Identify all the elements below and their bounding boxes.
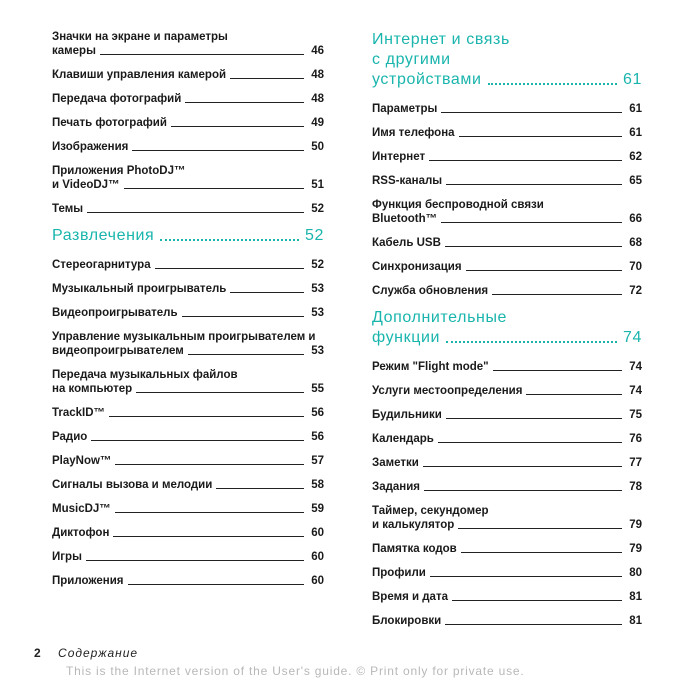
leader-line bbox=[492, 294, 622, 295]
toc-entry[interactable] bbox=[52, 478, 324, 492]
toc-entry[interactable] bbox=[372, 126, 642, 140]
toc-entry[interactable] bbox=[372, 284, 642, 298]
entry-page: 53 bbox=[311, 307, 324, 319]
entry-page: 60 bbox=[311, 575, 324, 587]
entry-title: Видеопроигрыватель bbox=[52, 307, 178, 319]
entry-title: Интернет bbox=[372, 151, 426, 163]
section-title-line: Дополнительные bbox=[372, 309, 508, 326]
entry-title: Печать фотографий bbox=[52, 117, 167, 129]
toc-entry[interactable] bbox=[372, 102, 642, 116]
leader-line bbox=[430, 576, 622, 577]
toc-entry[interactable] bbox=[52, 68, 324, 82]
leader-line bbox=[113, 536, 304, 537]
leader-line bbox=[230, 78, 304, 79]
section-heading-entertainment[interactable] bbox=[52, 226, 324, 246]
footer-label: Содержание bbox=[58, 646, 139, 660]
entry-title: Календарь bbox=[372, 433, 434, 445]
leader-line bbox=[86, 560, 304, 561]
leader-line bbox=[188, 354, 304, 355]
entry-title: Памятка кодов bbox=[372, 543, 457, 555]
entry-page: 74 bbox=[629, 385, 642, 397]
entry-title: Профили bbox=[372, 567, 426, 579]
entry-page: 58 bbox=[311, 479, 324, 491]
entry-title: TrackID™ bbox=[52, 407, 106, 419]
toc-entry[interactable] bbox=[372, 566, 642, 580]
entry-title: Передача фотографий bbox=[52, 93, 182, 105]
toc-group-camera bbox=[52, 30, 324, 216]
entry-page: 61 bbox=[629, 103, 642, 115]
toc-entry[interactable] bbox=[52, 368, 324, 396]
entry-page: 49 bbox=[311, 117, 324, 129]
entry-page: 60 bbox=[311, 551, 324, 563]
toc-group-entertainment bbox=[52, 258, 324, 588]
leader-line bbox=[446, 418, 622, 419]
dotted-leader bbox=[160, 239, 299, 241]
leader-line bbox=[185, 102, 304, 103]
section-page: 52 bbox=[305, 227, 324, 244]
entry-page: 53 bbox=[311, 283, 324, 295]
entry-title: Служба обновления bbox=[372, 285, 489, 297]
toc-entry[interactable] bbox=[52, 430, 324, 444]
internet-version-notice: This is the Internet version of the User's guide. © Print only for private use. bbox=[66, 664, 525, 678]
toc-entry[interactable] bbox=[52, 30, 324, 58]
entry-title: MusicDJ™ bbox=[52, 503, 111, 515]
toc-entry[interactable] bbox=[372, 480, 642, 494]
entry-title: Клавиши управления камерой bbox=[52, 69, 227, 81]
entry-title: Стереогарнитура bbox=[52, 259, 151, 271]
leader-line bbox=[458, 528, 622, 529]
leader-line bbox=[441, 112, 622, 113]
entry-page: 76 bbox=[629, 433, 642, 445]
section-page: 61 bbox=[623, 71, 642, 88]
toc-entry[interactable] bbox=[52, 282, 324, 296]
entry-title: Сигналы вызова и мелодии bbox=[52, 479, 213, 491]
leader-line bbox=[424, 490, 622, 491]
entry-title: Темы bbox=[52, 203, 84, 215]
entry-page: 80 bbox=[629, 567, 642, 579]
entry-title: Услуги местоопределения bbox=[372, 385, 523, 397]
entry-title: Изображения bbox=[52, 141, 129, 153]
toc-entry[interactable] bbox=[372, 432, 642, 446]
toc-entry[interactable] bbox=[372, 150, 642, 164]
leader-line bbox=[124, 188, 304, 189]
toc-entry[interactable] bbox=[52, 140, 324, 154]
toc-entry[interactable] bbox=[372, 174, 642, 188]
entry-title: PlayNow™ bbox=[52, 455, 112, 467]
toc-entry[interactable] bbox=[52, 330, 324, 358]
entry-title: Задания bbox=[372, 481, 421, 493]
section-heading-internet[interactable] bbox=[372, 30, 642, 90]
leader-line bbox=[230, 292, 304, 293]
entry-title: на компьютер bbox=[52, 383, 133, 395]
entry-page: 62 bbox=[629, 151, 642, 163]
leader-line bbox=[155, 268, 304, 269]
leader-line bbox=[429, 160, 622, 161]
toc-entry[interactable] bbox=[52, 202, 324, 216]
toc-entry[interactable] bbox=[52, 526, 324, 540]
leader-line bbox=[466, 270, 622, 271]
entry-title-line: Управление музыкальным проигрывателем и bbox=[52, 331, 316, 343]
leader-line bbox=[87, 212, 304, 213]
entry-page: 79 bbox=[629, 543, 642, 555]
toc-entry[interactable] bbox=[52, 164, 324, 192]
entry-page: 65 bbox=[629, 175, 642, 187]
entry-page: 68 bbox=[629, 237, 642, 249]
entry-title: Bluetooth™ bbox=[372, 213, 438, 225]
entry-title: Имя телефона bbox=[372, 127, 455, 139]
toc-entry[interactable] bbox=[372, 384, 642, 398]
toc-entry[interactable] bbox=[372, 542, 642, 556]
entry-page: 57 bbox=[311, 455, 324, 467]
entry-title: Синхронизация bbox=[372, 261, 462, 273]
entry-title: и калькулятор bbox=[372, 519, 455, 531]
entry-title: Кабель USB bbox=[372, 237, 441, 249]
entry-title: Параметры bbox=[372, 103, 438, 115]
toc-entry[interactable] bbox=[52, 550, 324, 564]
entry-title: Диктофон bbox=[52, 527, 110, 539]
toc-group-internet bbox=[372, 102, 642, 298]
entry-title: Время и дата bbox=[372, 591, 448, 603]
leader-line bbox=[109, 416, 304, 417]
section-title: Развлечения bbox=[52, 227, 155, 244]
entry-page: 50 bbox=[311, 141, 324, 153]
toc-right-column bbox=[372, 30, 642, 638]
entry-title-line: Значки на экране и параметры bbox=[52, 31, 228, 43]
toc-entry[interactable] bbox=[52, 406, 324, 420]
entry-page: 81 bbox=[629, 591, 642, 603]
leader-line bbox=[438, 442, 622, 443]
entry-page: 70 bbox=[629, 261, 642, 273]
entry-title: Блокировки bbox=[372, 615, 442, 627]
leader-line bbox=[423, 466, 622, 467]
entry-page: 72 bbox=[629, 285, 642, 297]
entry-page: 55 bbox=[311, 383, 324, 395]
section-title: функции bbox=[372, 329, 441, 346]
section-title: устройствами bbox=[372, 71, 482, 88]
entry-title: Радио bbox=[52, 431, 88, 443]
footer-page-number: 2 bbox=[34, 646, 41, 660]
entry-title-line: Передача музыкальных файлов bbox=[52, 369, 238, 381]
leader-line bbox=[100, 54, 304, 55]
entry-page: 75 bbox=[629, 409, 642, 421]
toc-entry[interactable] bbox=[52, 116, 324, 130]
toc-entry[interactable] bbox=[52, 92, 324, 106]
toc-entry[interactable] bbox=[52, 306, 324, 320]
toc-entry[interactable] bbox=[372, 360, 642, 374]
leader-line bbox=[526, 394, 622, 395]
leader-line bbox=[441, 222, 622, 223]
entry-title: RSS-каналы bbox=[372, 175, 443, 187]
leader-line bbox=[115, 464, 304, 465]
entry-title-line: Таймер, секундомер bbox=[372, 505, 489, 517]
entry-page: 78 bbox=[629, 481, 642, 493]
entry-page: 81 bbox=[629, 615, 642, 627]
entry-title: Заметки bbox=[372, 457, 419, 469]
toc-entry[interactable] bbox=[52, 502, 324, 516]
entry-title: камеры bbox=[52, 45, 96, 57]
toc-entry[interactable] bbox=[372, 504, 642, 532]
entry-page: 51 bbox=[311, 179, 324, 191]
entry-page: 53 bbox=[311, 345, 324, 357]
toc-entry[interactable] bbox=[372, 260, 642, 274]
entry-page: 77 bbox=[629, 457, 642, 469]
leader-line bbox=[115, 512, 304, 513]
section-title-line: с другими bbox=[372, 51, 451, 68]
page-footer bbox=[34, 646, 138, 660]
entry-title: и VideoDJ™ bbox=[52, 179, 120, 191]
leader-line bbox=[91, 440, 304, 441]
entry-title: Игры bbox=[52, 551, 82, 563]
toc-group-extra-functions bbox=[372, 360, 642, 628]
leader-line bbox=[461, 552, 622, 553]
toc-entry[interactable] bbox=[52, 258, 324, 272]
entry-page: 52 bbox=[311, 203, 324, 215]
leader-line bbox=[182, 316, 304, 317]
leader-line bbox=[452, 600, 622, 601]
entry-title: видеопроигрывателем bbox=[52, 345, 184, 357]
leader-line bbox=[136, 392, 304, 393]
leader-line bbox=[459, 136, 622, 137]
entry-title-line: Приложения PhotoDJ™ bbox=[52, 165, 186, 177]
toc-entry[interactable] bbox=[372, 236, 642, 250]
section-heading-extra-functions[interactable] bbox=[372, 308, 642, 348]
entry-page: 60 bbox=[311, 527, 324, 539]
entry-page: 48 bbox=[311, 93, 324, 105]
entry-page: 66 bbox=[629, 213, 642, 225]
leader-line bbox=[132, 150, 304, 151]
dotted-leader bbox=[488, 83, 617, 85]
entry-page: 61 bbox=[629, 127, 642, 139]
entry-page: 74 bbox=[629, 361, 642, 373]
leader-line bbox=[493, 370, 622, 371]
leader-line bbox=[446, 184, 622, 185]
leader-line bbox=[445, 246, 622, 247]
entry-page: 48 bbox=[311, 69, 324, 81]
entry-title: Приложения bbox=[52, 575, 124, 587]
leader-line bbox=[171, 126, 304, 127]
entry-page: 56 bbox=[311, 431, 324, 443]
leader-line bbox=[128, 584, 304, 585]
section-title-line: Интернет и связь bbox=[372, 31, 510, 48]
entry-page: 52 bbox=[311, 259, 324, 271]
toc-entry[interactable] bbox=[372, 456, 642, 470]
leader-line bbox=[216, 488, 304, 489]
entry-page: 79 bbox=[629, 519, 642, 531]
entry-title-line: Функция беспроводной связи bbox=[372, 199, 544, 211]
dotted-leader bbox=[446, 341, 617, 343]
entry-title: Режим "Flight mode" bbox=[372, 361, 489, 373]
entry-page: 59 bbox=[311, 503, 324, 515]
toc-entry[interactable] bbox=[372, 408, 642, 422]
section-page: 74 bbox=[623, 329, 642, 346]
entry-title: Будильники bbox=[372, 409, 442, 421]
toc-left-column bbox=[52, 30, 324, 598]
toc-entry[interactable] bbox=[52, 574, 324, 588]
entry-page: 46 bbox=[311, 45, 324, 57]
toc-entry[interactable] bbox=[372, 198, 642, 226]
entry-page: 56 bbox=[311, 407, 324, 419]
toc-entry[interactable] bbox=[52, 454, 324, 468]
leader-line bbox=[445, 624, 622, 625]
toc-entry[interactable] bbox=[372, 590, 642, 604]
toc-entry[interactable] bbox=[372, 614, 642, 628]
entry-title: Музыкальный проигрыватель bbox=[52, 283, 227, 295]
